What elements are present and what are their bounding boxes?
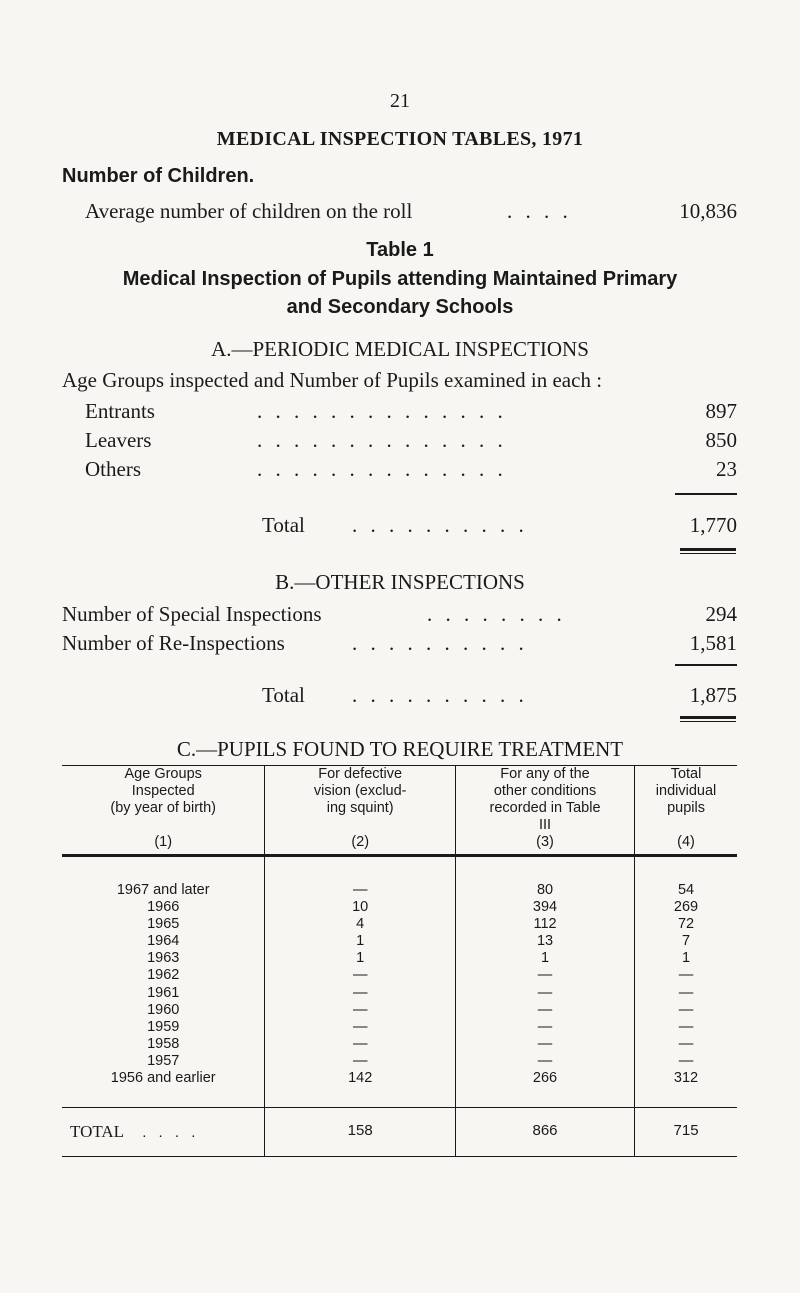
header-defective-vision: For defective vision (exclud- ing squint) (2) [265,766,456,856]
vision-cell: — [265,985,456,1002]
vision-cell: — [265,1036,456,1053]
year-cell: 1967 and later [116,882,210,898]
vision-cell: — [265,856,456,900]
treatment-table [62,765,737,1157]
total-label-cell [62,1108,265,1157]
section-a-subtitle: Age Groups inspected and Number of Pupils examined in each : [62,368,603,392]
vision-cell: — [265,967,456,984]
year-cell: 1965 [147,916,180,933]
special-inspections-value: 294 [705,602,737,626]
page-heading: MEDICAL INSPECTION TABLES, 1971 [216,128,584,150]
table-row [62,856,737,900]
conditions-cell: 13 [455,933,634,950]
header-age-groups: Age Groups Inspected (by year of birth) (1) [110,766,216,850]
vision-cell: 142 [265,1070,456,1108]
table-total-row [62,1108,737,1157]
table-row [62,1002,737,1019]
total-vision-cell: 158 [265,1108,456,1157]
section-a-total-dots: . . . . . . . . . . [352,513,528,537]
others-label: Others [85,457,141,481]
vision-cell: 10 [265,899,456,916]
header-other-conditions: For any of the other conditions recorded in Table III (3) [455,766,634,856]
table-row [62,1036,737,1053]
leavers-dots: . . . . . . . . . . . . . . [257,428,507,452]
section-a-total-value: 1,770 [689,513,737,537]
vision-cell: — [265,1053,456,1070]
conditions-cell: — [455,1002,634,1019]
table1-title-line1: Medical Inspection of Pupils attending Maintained Primary [122,268,678,290]
subtotal-rule [675,664,737,666]
total-pupils-cell: 715 [635,1108,737,1157]
conditions-cell: 112 [455,916,634,933]
conditions-cell: 266 [455,1070,634,1108]
year-cell: 1963 [147,950,180,967]
section-b-title: B.—OTHER INSPECTIONS [275,570,525,594]
entrants-value: 897 [705,399,737,423]
year-cell: 1962 [147,967,180,984]
conditions-cell: 1 [455,950,634,967]
leavers-value: 850 [705,428,737,452]
pupils-cell: — [635,985,737,1002]
pupils-cell: 72 [635,916,737,933]
year-cell: 1966 [147,899,180,916]
section-b-total-value: 1,875 [689,683,737,707]
vision-cell: 1 [265,950,456,967]
average-value: 10,836 [679,199,737,223]
re-inspections-dots: . . . . . . . . . . [352,631,528,655]
special-inspections-dots: . . . . . . . . [427,602,566,626]
section-c-title: C.—PUPILS FOUND TO REQUIRE TREATMENT [176,737,624,761]
re-inspections-label: Number of Re-Inspections [62,631,285,655]
section-a-title: A.—PERIODIC MEDICAL INSPECTIONS [211,337,589,361]
re-inspections-value: 1,581 [689,631,737,655]
year-cell: 1960 [147,1001,180,1018]
entrants-label: Entrants [85,399,155,423]
vision-cell: 4 [265,916,456,933]
table-row [62,967,737,984]
table-row [62,933,737,950]
table-row [62,1070,737,1108]
pupils-cell: — [635,1053,737,1070]
pupils-cell: — [635,967,737,984]
year-cell: 1956 and earlier [110,1070,216,1087]
entrants-dots: . . . . . . . . . . . . . . [257,399,507,423]
year-cell: 1961 [147,984,180,1001]
section-b-total-dots: . . . . . . . . . . [352,683,528,707]
pupils-cell: — [635,1002,737,1019]
conditions-cell: — [455,1036,634,1053]
pupils-cell: 312 [635,1070,737,1108]
pupils-cell: 269 [635,899,737,916]
subtotal-rule [675,493,737,495]
year-cell: 1959 [147,1018,180,1035]
total-conditions-cell: 866 [455,1108,634,1157]
vision-cell: 1 [265,933,456,950]
total-label: TOTAL [70,1122,125,1142]
table-row [62,916,737,933]
conditions-cell: 394 [455,899,634,916]
special-inspections-label: Number of Special Inspections [62,602,322,626]
year-cell: 1957 [147,1052,180,1069]
leavers-label: Leavers [85,428,152,452]
pupils-cell: — [635,1019,737,1036]
conditions-cell: — [455,1053,634,1070]
conditions-cell: 80 [455,856,634,900]
table1-title-line2: and Secondary Schools [286,296,514,318]
average-label: Average number of children on the roll [85,199,413,223]
conditions-cell: — [455,1019,634,1036]
double-rule [680,716,736,722]
section-b-total-label: Total [262,683,305,707]
pupils-cell: — [635,1036,737,1053]
year-cell: 1964 [147,933,180,950]
table-header-row [62,766,737,856]
children-title: Number of Children. [62,165,255,187]
vision-cell: — [265,1019,456,1036]
others-dots: . . . . . . . . . . . . . . [257,457,507,481]
pupils-cell: 1 [635,950,737,967]
vision-cell: — [265,1002,456,1019]
conditions-cell: — [455,985,634,1002]
table-row [62,1019,737,1036]
average-dots: . . . . [507,199,572,223]
pupils-cell: 7 [635,933,737,950]
table-row [62,950,737,967]
section-a-total-label: Total [262,513,305,537]
year-cell: 1958 [147,1035,180,1052]
header-total-individual: Total individual pupils (4) [635,766,737,856]
others-value: 23 [716,457,737,481]
table1-label: Table 1 [366,239,434,261]
double-rule [680,548,736,554]
table-row [62,985,737,1002]
pupils-cell: 54 [635,856,737,900]
table-row [62,899,737,916]
total-dots: . . . . [142,1124,200,1142]
page-number: 21 [390,90,410,112]
conditions-cell: — [455,967,634,984]
table-row [62,1053,737,1070]
